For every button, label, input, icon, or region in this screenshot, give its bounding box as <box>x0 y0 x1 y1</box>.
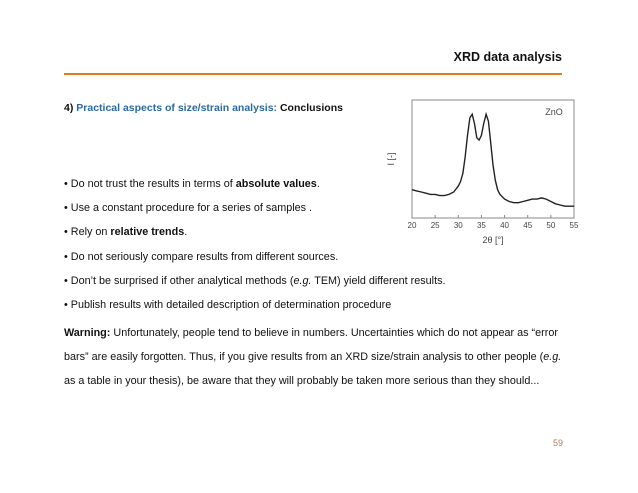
x-tick-label: 35 <box>476 221 486 230</box>
warning-label: Warning: <box>64 327 111 339</box>
x-tick-label: 55 <box>569 221 579 230</box>
list-item: • Do not trust the results in terms of absolute values. <box>64 178 320 190</box>
section-number: 4) <box>64 102 74 114</box>
sample-label: ZnO <box>545 107 563 117</box>
x-tick-label: 25 <box>430 221 440 230</box>
x-axis-label: 2θ [°] <box>482 235 504 245</box>
x-tick-label: 20 <box>407 221 417 230</box>
page-number: 59 <box>552 438 563 448</box>
x-tick-label: 40 <box>500 221 510 230</box>
warning-paragraph: Warning: Unfortunately, people tend to believe in numbers. Uncertainties which do not appear as “error bars” are easily forgotten. Thus, if you give results from an XRD size/strain analysis to other people (e.g. as a table in your thesis), be aware that they will probably be taken more serious than they should... <box>64 327 562 388</box>
list-item: • Don’t be surprised if other analytical methods (e.g. TEM) yield different results. <box>64 274 446 287</box>
section-topic: Practical aspects of size/strain analysis: <box>76 102 278 114</box>
y-axis-label: I [-] <box>386 152 396 166</box>
list-item: • Do not seriously compare results from different sources. <box>64 250 339 263</box>
x-tick-label: 50 <box>546 221 556 230</box>
section-subtitle: Conclusions <box>279 102 343 114</box>
x-tick-label: 30 <box>453 221 463 230</box>
section-heading <box>64 102 343 114</box>
list-item: • Publish results with detailed description of determination procedure <box>64 298 392 311</box>
list-item: • Rely on relative trends. <box>64 226 188 239</box>
list-item: • Use a constant procedure for a series of samples . <box>64 202 313 215</box>
x-tick-label: 45 <box>523 221 533 230</box>
slide-title: XRD data analysis <box>453 50 562 64</box>
title-divider <box>64 73 562 75</box>
xrd-pattern-figure <box>386 97 579 245</box>
